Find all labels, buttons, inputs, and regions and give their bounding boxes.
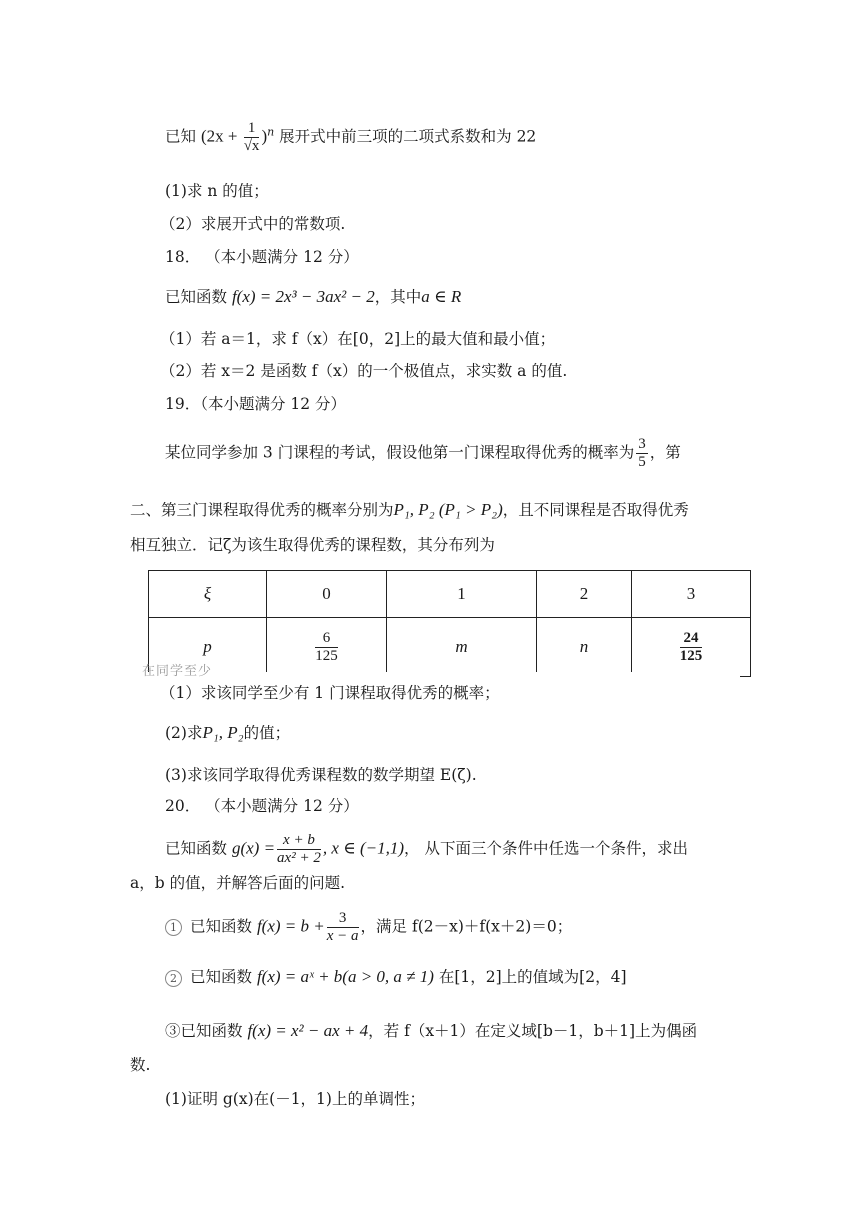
q17-exponent: n	[267, 125, 275, 139]
q18-stem-pre: 已知函数	[165, 288, 228, 306]
q19-header: 19．（本小题满分 12 分）	[165, 395, 347, 413]
table-cell-p-3	[632, 618, 751, 677]
q20-c1-den: x − a	[326, 928, 359, 944]
q19-line1-post: ，第	[649, 443, 681, 462]
table-cell-xi-label: ξ	[149, 571, 267, 618]
q20-condition-1	[165, 910, 572, 945]
table-cell-xi-3: 3	[632, 571, 751, 618]
table-row-xi	[149, 571, 751, 618]
q17-expr-a: (2x +	[200, 126, 242, 146]
q20-c2-post: 在[1，2]上的值域为[2，4]	[438, 968, 627, 986]
q17-stem	[165, 120, 536, 155]
p3-num: 24	[680, 630, 703, 648]
q20-stem-line2: a，b 的值，并解答后面的问题.	[130, 874, 346, 892]
q20-stem-pre: 已知函数	[165, 839, 228, 858]
q20-part1: (1)证明 g(x)在(－1，1)上的单调性；	[165, 1090, 425, 1108]
q20-c1-post: ，满足 f(2－x)＋f(x＋2)＝0；	[360, 917, 573, 936]
q18-stem-expr: f(x) = 2x³ − 3ax² − 2	[231, 287, 375, 306]
q17-frac-den: √x	[243, 138, 260, 154]
q17-stem-post: 展开式中前三项的二项式系数和为 22	[279, 127, 537, 146]
q20-stem	[165, 832, 688, 867]
distribution-table	[148, 570, 751, 677]
table-cell-p-label: p	[149, 618, 267, 677]
q20-header: 20． （本小题满分 12 分）	[165, 797, 359, 815]
q19-part3: (3)求该同学取得优秀课程数的数学期望 E(ζ).	[165, 766, 477, 784]
q20-c1-fraction	[327, 910, 359, 945]
q18-part2: （2）若 x＝2 是函数 f（x）的一个极值点，求实数 a 的值.	[160, 362, 568, 380]
table-cell-p-2: n	[537, 618, 632, 677]
q20-condition-2	[165, 966, 627, 988]
q19-line1-pre: 某位同学参加 3 门课程的考试，假设他第一门课程取得优秀的概率为	[165, 443, 635, 462]
q19-frac-den: 5	[638, 454, 646, 470]
q19-line2-expr: P₁, P₂ (P₁ > P₂)	[393, 500, 503, 519]
q20-c3-pre: ③已知函数	[165, 1022, 243, 1040]
circled-number-1: 1	[165, 919, 182, 936]
q20-g-domain: , x ∈ (−1,1)	[322, 838, 405, 858]
p0-fraction	[315, 630, 338, 665]
q20-c1-lhs: f(x) = b +	[256, 916, 325, 936]
q20-c2-expr: f(x) = aˣ + b(a > 0, a ≠ 1)	[256, 967, 434, 986]
q19-frac-num: 3	[638, 436, 646, 452]
q17-fraction	[244, 120, 260, 155]
table-cell-p-1: m	[387, 618, 537, 677]
q20-stem-post: ， 从下面三个条件中任选一个条件，求出	[404, 839, 688, 858]
q18-part1: （1）若 a＝1，求 f（x）在[0，2]上的最大值和最小值；	[160, 330, 556, 348]
q20-condition-3	[165, 1020, 697, 1042]
q20-c2-pre: 已知函数	[190, 968, 253, 986]
q20-g-lhs: g(x) =	[231, 838, 276, 858]
table-row-p	[149, 618, 751, 677]
q19-fraction	[636, 436, 648, 471]
q17-stem-pre: 已知	[165, 127, 197, 146]
q19-line2	[130, 499, 689, 521]
q19-part2-expr: P₁, P₂	[202, 723, 244, 742]
q18-stem-cond: a ∈ R	[421, 287, 462, 306]
q19-line3: 相互独立．记ζ为该生取得优秀的课程数，其分布列为	[130, 536, 495, 554]
q19-line2-pre: 二、第三门课程取得优秀的概率分别为	[130, 501, 394, 519]
q18-stem	[165, 286, 461, 308]
q20-c3-post: ，若 f（x＋1）在定义域[b－1，b＋1]上为偶函	[368, 1022, 698, 1040]
q18-header: 18． （本小题满分 12 分）	[165, 248, 359, 266]
p0-num: 6	[315, 630, 338, 648]
q20-c3-expr: f(x) = x² − ax + 4	[247, 1021, 369, 1040]
p0-den: 125	[315, 647, 338, 664]
q20-g-num: x + b	[277, 832, 321, 850]
q19-part1: （1）求该同学至少有 1 门课程取得优秀的概率；	[160, 684, 500, 702]
q20-g-den: ax² + 2	[277, 850, 321, 866]
q17-part1: (1)求 n 的值；	[165, 182, 269, 200]
q20-g-fraction	[277, 832, 321, 867]
table-cell-xi-2: 2	[537, 571, 632, 618]
q17-expr-b: )	[261, 126, 268, 146]
q20-c1-num: 3	[327, 910, 359, 928]
q18-stem-post: ，其中	[374, 288, 422, 306]
circled-number-2: 2	[165, 970, 182, 987]
p3-den: 125	[679, 647, 703, 664]
table-cell-p-0	[267, 618, 387, 677]
q19-part2-post: 的值；	[243, 724, 291, 742]
scan-smudge-text: 在同学至少	[142, 664, 213, 679]
q20-c1-pre: 已知函数	[190, 917, 253, 936]
q19-part2-pre: (2)求	[165, 724, 203, 742]
q19-part2	[165, 722, 290, 744]
q17-part2: （2）求展开式中的常数项.	[160, 215, 346, 233]
table-cell-xi-1: 1	[387, 571, 537, 618]
q19-line2-post: ，且不同课程是否取得优秀	[502, 501, 689, 519]
q20-c3-line2: 数.	[130, 1056, 151, 1074]
table-cell-xi-0: 0	[267, 571, 387, 618]
q19-line1	[165, 436, 681, 471]
q17-frac-num: 1	[244, 120, 260, 138]
p3-fraction	[680, 630, 703, 665]
table-scan-crop	[140, 672, 740, 678]
